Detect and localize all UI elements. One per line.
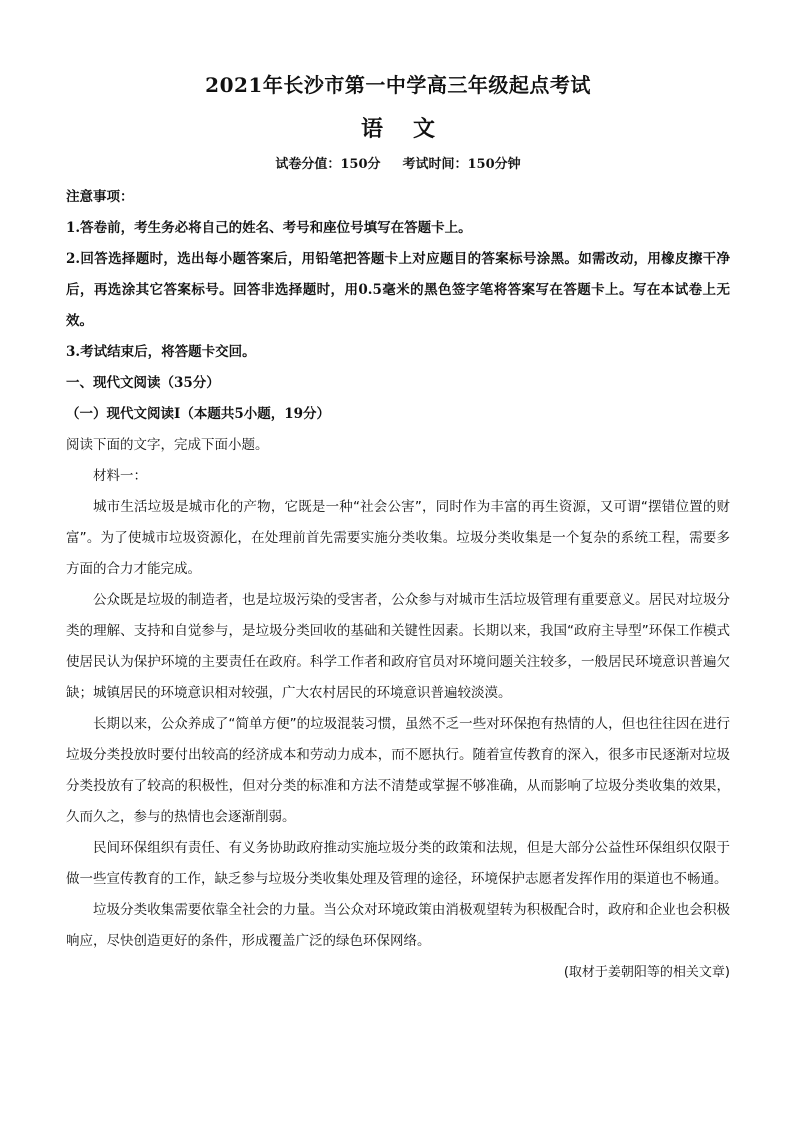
paragraph-4: 民间环保组织有责任、有义务协助政府推动实施垃圾分类的政策和法规，但是大部分公益性环保组织仅限于做一些宣传教育的工作，缺乏参与垃圾分类收集处理及管理的途径，环境保护志愿者发挥作用的渠道也不畅通。	[66, 840, 730, 887]
paragraph-5: 垃圾分类收集需要依靠全社会的力量。当公众对环境政策由消极观望转为积极配合时，政府和企业也会积极响应，尽快创造更好的条件，形成覆盖广泛的绿色环保网络。	[66, 902, 730, 949]
section-subtitle: （一）现代文阅读Ⅰ（本题共5小题，19分）	[66, 406, 330, 422]
exam-meta	[66, 154, 730, 176]
note-item-2: 2.回答选择题时，选出每小题答案后，用铅笔把答题卡上对应题目的答案标号涂黑。如需改动，用橡皮擦干净后，再选涂其它答案标号。回答非选择题时，用0.5毫米的黑色签字笔将答案写在答题卡上。写在本试卷上无效。	[66, 251, 730, 329]
reading-instruction: 阅读下面的文字，完成下面小题。	[66, 437, 269, 453]
subject-char-2: 文	[413, 116, 436, 142]
source-citation: (取材于姜朝阳等的相关文章)	[563, 965, 730, 980]
time-info: 考试时间：150分钟	[402, 157, 521, 172]
section-title: 一、现代文阅读（35分）	[66, 375, 220, 391]
note-item-3: 3.考试结束后，将答题卡交回。	[66, 344, 256, 360]
notes-heading: 注意事项：	[66, 189, 134, 205]
paragraph-2: 公众既是垃圾的制造者，也是垃圾污染的受害者，公众参与对城市生活垃圾管理有重要意义。居民对垃圾分类的理解、支持和自觉参与，是垃圾分类回收的基础和关键性因素。长期以来，我国“政府主导型”环保工作模式使居民认为保护环境的主要责任在政府。科学工作者和政府官员对环境问题关注较多，一般居民环境意识普遍欠缺；城镇居民的环境意识相对较强，广大农村居民的环境意识普遍较淡漠。	[66, 592, 730, 701]
subject-char-1: 语	[360, 116, 383, 142]
subject-heading	[66, 112, 730, 146]
paragraph-1: 城市生活垃圾是城市化的产物，它既是一种“社会公害”，同时作为丰富的再生资源，又可谓“摆错位置的财富”。为了使城市垃圾资源化，在处理前首先需要实施分类收集。垃圾分类收集是一个复杂的系统工程，需要多方面的合力才能完成。	[66, 499, 730, 577]
note-item-1: 1.答卷前，考生务必将自己的姓名、考号和座位号填写在答题卡上。	[66, 220, 472, 236]
exam-title: 2021年长沙市第一中学高三年级起点考试	[205, 73, 591, 97]
paragraph-3: 长期以来，公众养成了“简单方便”的垃圾混装习惯，虽然不乏一些对环保抱有热情的人，但也往往因在进行垃圾分类投放时要付出较高的经济成本和劳动力成本，而不愿执行。随着宣传教育的深入，很多市民逐渐对垃圾分类投放有了较高的积极性，但对分类的标准和方法不清楚或掌握不够准确，从而影响了垃圾分类收集的效果，久而久之，参与的热情也会逐渐削弱。	[66, 716, 730, 825]
exam-page	[66, 62, 730, 988]
notes-section	[66, 182, 730, 368]
score-info: 试卷分值：150分	[275, 157, 381, 172]
material-label: 材料一：	[93, 468, 147, 484]
